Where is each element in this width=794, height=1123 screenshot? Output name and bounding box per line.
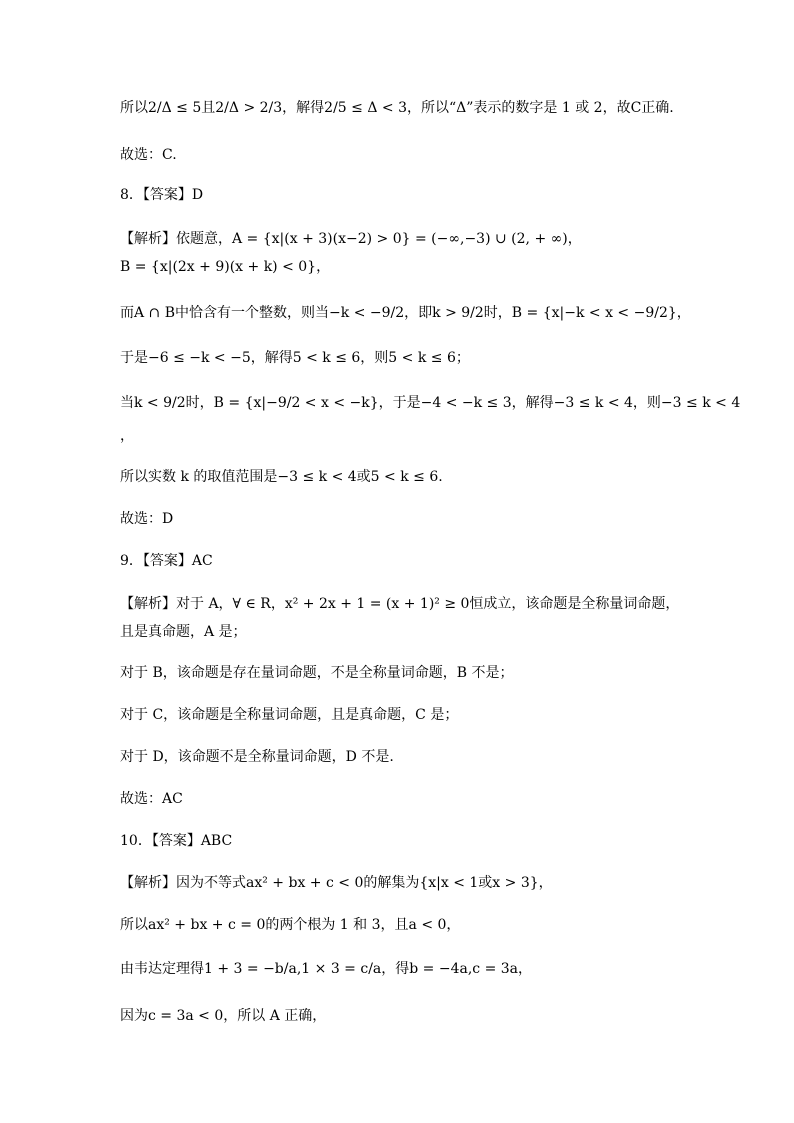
- text-line: 所以ax² + bx + c = 0的两个根为 1 和 3，且a < 0，: [120, 917, 461, 933]
- text-line: B = {x|(2x + 9)(x + k) < 0}，: [120, 259, 331, 275]
- text-line: 对于 C，该命题是全称量词命题，且是真命题，C 是；: [120, 707, 459, 723]
- text-line: 故选：D: [120, 511, 174, 527]
- text-line: 【解析】对于 A，∀ ∈ R，x² + 2x + 1 = (x + 1)² ≥ 0恒成立，该命题是全称量词命题，: [120, 596, 680, 612]
- text-line: 【解析】因为不等式ax² + bx + c < 0的解集为{x|x < 1或x > 3}，: [120, 875, 553, 891]
- text-line: ，: [120, 428, 134, 444]
- text-line: 8．【答案】D: [120, 187, 204, 203]
- text-line: 由韦达定理得1 + 3 = −b/a,1 × 3 = c/a，得b = −4a,c = 3a，: [120, 961, 533, 977]
- text-line: 而A ∩ B中恰含有一个整数，则当−k < −9/2，即k > 9/2时，B = {x|−k < x < −9/2}，: [120, 305, 691, 321]
- text-line: 对于 D，该命题不是全称量词命题，D 不是.: [120, 749, 394, 765]
- text-line: 当k < 9/2时，B = {x|−9/2 < x < −k}，于是−4 < −k ≤ 3，解得−3 ≤ k < 4，则−3 ≤ k < 4: [120, 395, 741, 411]
- text-line: 9．【答案】AC: [120, 553, 213, 569]
- text-line: 所以实数 k 的取值范围是−3 ≤ k < 4或5 < k ≤ 6.: [120, 469, 443, 485]
- text-line: 因为c = 3a < 0，所以 A 正确，: [120, 1008, 327, 1024]
- text-line: 【解析】依题意，A = {x|(x + 3)(x−2) > 0} = (−∞,−3) ∪ (2, + ∞)，: [120, 231, 582, 247]
- text-line: 10．【答案】ABC: [120, 833, 233, 849]
- text-line: 于是−6 ≤ −k < −5，解得5 < k ≤ 6，则5 < k ≤ 6；: [120, 350, 470, 366]
- text-line: 所以2/Δ ≤ 5且2/Δ > 2/3，解得2/5 ≤ Δ < 3，所以“Δ”表示的数字是 1 或 2，故C正确.: [120, 100, 674, 116]
- text-line: 且是真命题，A 是；: [120, 624, 247, 640]
- text-line: 对于 B，该命题是存在量词命题，不是全称量词命题，B 不是；: [120, 665, 514, 681]
- text-line: 故选：C.: [120, 147, 177, 163]
- text-line: 故选：AC: [120, 791, 183, 807]
